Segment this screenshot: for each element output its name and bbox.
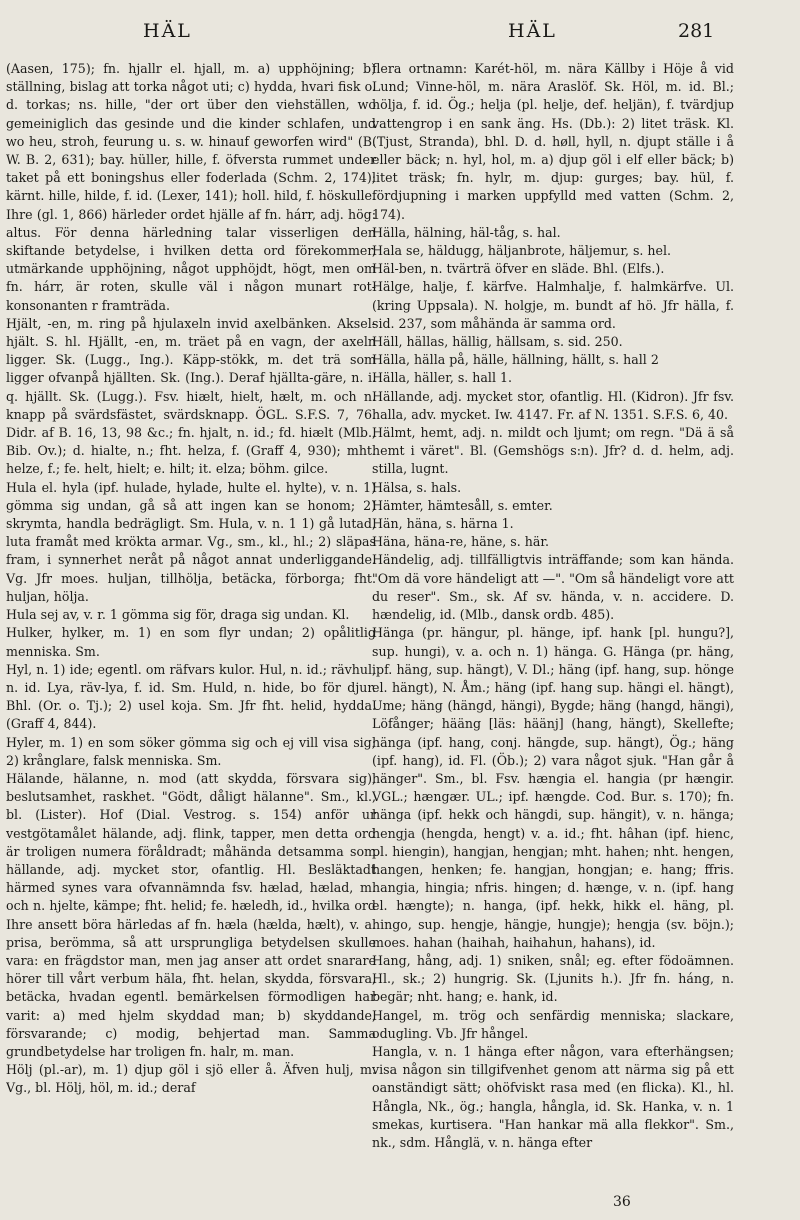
- right-running-headword: HÄL: [508, 20, 557, 42]
- entry-hangel: Hangel, m. trög och senfärdig menniska; slackare, odugling. Vb. Jfr hångel.: [372, 1007, 734, 1041]
- entry-holj-continued: flera ortnamn: Karét-höl, m. nära Källby i Höje å vid Lund; Vinne-höl, m. nära Araslöf. Sk. Höl, m. id. Bl.; hölja, f. id. Ög.; helja (pl. helje, def. heljän), f. tvärdjup vattengrop i en sank äng. Hs. (Db.): 2) litet träsk. Kl. (Tjust, Stranda), bhl. D. d. høll, hyll, n. djupt ställe i å eller bäck; n. hyl, hol, m. a) djup göl i elf eller bäck; b) litet träsk; fn. hylr, m. djup: gurges; bay. hül, f. fördjupning i marken uppfylld med vatten (Schm. 2, 174).: [372, 61, 734, 222]
- entry-hangla: Hangla, v. n. 1 hänga efter någon, vara efterhängsen; visa någon sin tillgifvenhet genom att närma sig på ett oanständigt sätt; ohöfviskt rasa med (en flicka). Kl., hl. Hångla, Nk., ög.; hangla, hångla, id. Sk. Hanka, v. n. 1 smekas, kurtisera. "Han hankar mä alla flekkor". Sm., nk., sdm. Hånglä, v. n. hänga efter: [372, 1043, 734, 1150]
- signature-mark: 36: [613, 1194, 631, 1210]
- entry-hallande: Hällande, adj. mycket stor, ofantlig. Hl. (Kidron). Jfr fsv. halla, adv. mycket. Iw. 4147. Fr. af N. 1351. S.F.S. 6, 40.: [372, 388, 734, 422]
- entry-hula-sej-av: Hula sej av, v. r. 1 gömma sig för, draga sig undan. Kl.: [6, 607, 350, 623]
- entry-hyler: Hyler, m. 1) en som söker gömma sig och ej vill visa sig; 2) krånglare, falsk menniska. Sm.: [6, 734, 376, 768]
- entry-hala-se: Hala se, häldugg, häljanbrote, häljemur, s. hel.: [372, 243, 672, 259]
- entry-hanga: Hänga (pr. hängur, pl. hänge, ipf. hank [pl. hungu?], sup. hungi), v. a. och n. 1) hänga. G. Hänga (pr. häng, ipf. häng, sup. hängt), V. Dl.; häng (ipf. hang, sup. hönge el. hängt), N. Åm.; häng (ipf. hang sup. hängi el. hängt), Ume; häng (hängd, hängi), Bygde; häng (hangd, hängi), Löfånger; hääng [läs: häänj] (hang, hängt), Skellefte; hänga (ipf. hang, conj. hängde, sup. hängt), Ög.; häng (ipf. hang), id. Fl. (Öb.); 2) vara något sjuk. "Han går å hänger". Sm., bl. Fsv. hængia el. hangia (pr hængir. VGL.; hængær. UL.; ipf. hængde. Cod. Bur. s. 170); fn. hänga (ipf. hekk och hängdi, sup. hängit), v. n. hänga; hengja (hengda, hengt) v. a. id.; fht. hâhan (ipf. hienc, pl. hiengin), hangjan, hengjan; mht. hahen; nht. hengen, hangen, henken; fe. hangjan, hongjan; e. hang; ffris. hangia, hingia; nfris. hingen; d. hænge, v. n. (ipf. hang el. hængte); n. hanga, (ipf. hekk, hikk el. häng, pl. hingo, sup. hengje, hängje, hungje); hengja (sv. böjn.); moes. hahan (haihah, haihahun, hahans), id.: [372, 625, 734, 950]
- entry-hulker: Hulker, hylker, m. 1) en som flyr undan; 2) opålitlig menniska. Sm.: [6, 625, 376, 659]
- entry-halande: Hälande, hälanne, n. mod (att skydda, försvara sig), beslutsamhet, raskhet. "Gödt, dåligt hälanne". Sm., kl., bl. (Lister). Hof (Dial. Vestrog. s. 154) anför ur vestgötamålet hälande, adj. flink, tapper, men detta ord är troligen numera föråldradt; måhända detsamma som hällande, adj. mycket stor, ofantlig. Hl. Besläktadt härmed synes vara ofvannämnda fsv. hælad, hælad, m. och n. hjelte, kämpe; fht. helid; fe. hæledh, id., hvilka ord Ihre ansett böra härledas af fn. hæla (hælda, hælt), v. a. prisa, berömma, så att ursprungliga betydelsen skulle vara: en frägdstor man, men jag anser att ordet snarare hörer till vårt verbum häla, fht. helan, skydda, försvara, betäcka, hvadan egentl. bemärkelsen förmodligen har varit: a) med hjelm skyddad man; b) skyddande, försvarande; c) modig, behjertad man. Samma grundbetydelse har troligen fn. halr, m. man.: [6, 770, 376, 1059]
- entry-hjall-continued: (Aasen, 175); fn. hjallr el. hjall, m. a) upphöjning; b) ställning, bislag att torka något uti; c) hydda, hvari fisk o. d. torkas; ns. hille, "der ort über den viehställen, wo gemeiniglich das gesinde und die kinder schlafen, und wo heu, stroh, feurung u. s. w. hinauf geworfen wird" (B. W. B. 2, 631); bay. hüller, hille, f. öfversta rummet under taket på ett boningshus eller foderlada (Schm. 2, 174); kärnt. hille, hilde, f. id. (Lexer, 141); holl. hild, f. höskulle. Ihre (gl. 1, 866) härleder ordet hjälle af fn. hárr, adj. hög: altus. För denna härledning talar visserligen den skiftande betydelse, i hvilken detta ord förekommer, utmärkande upphöjning, något upphöjdt, högt, men om fn. hárr, är roten, skulle väl i någon munart rot-konsonanten r framträda.: [6, 61, 376, 313]
- entry-holj: Hölj (pl.-ar), m. 1) djup göl i sjö eller å. Äfven hulj, m. Vg., bl. Hölj, höl, m. id.; deraf: [6, 1062, 376, 1096]
- entry-hana: Häna, häna-re, häne, s. här.: [372, 534, 550, 550]
- entry-hjalt: Hjält, -en, m. ring på hjulaxeln invid axelbänken. Aksel-hjält. S. hl. Hjällt, -en, m. träet på en vagn, der axeln ligger. Sk. (Lugg., Ing.). Käpp-stökk, m. det trä som ligger ofvanpå hjällten. Sk. (Ing.). Deraf hjällta-gäre, n. i. q. hjällt. Sk. (Lugg.). Fsv. hiælt, hielt, hælt, m. och n. knapp på svärdsfästet, svärdsknapp. ÖGL. S.F.S. 7, 76. Didr. af B. 16, 13, 98 &c.; fn. hjalt, n. id.; fd. hiælt (Mlb., Bib. Ov.); d. hialte, n.; fht. helza, f. (Graff 4, 930); mht. helze, f.; fe. helt, hielt; e. hilt; it. elza; böhm. gilce.: [6, 315, 376, 477]
- entry-hang: Hang, hång, adj. 1) sniken, snål; eg. efter födoämnen. Hl., sk.; 2) hungrig. Sk. (Ljunits h.). Jfr fn. háng, n. begär; nht. hang; e. hank, id.: [372, 952, 734, 1005]
- page-header: [0, 20, 800, 50]
- entry-hall: Häll, hällas, hällig, hällsam, s. sid. 250.: [372, 334, 623, 350]
- entry-hula: Hula el. hyla (ipf. hulade, hylade, hulte el. hylte), v. n. 1) gömma sig undan, gå så att ingen kan se honom; 2) skrymta, handla bedrägligt. Sm. Hula, v. n. 1 1) gå lutad, luta framåt med krökta armar. Vg., sm., kl., hl.; 2) släpas fram, i synnerhet neråt på något annat underliggande. Vg. Jfr moes. huljan, tillhölja, betäcka, förborga; fht. huljan, hölja.: [6, 479, 376, 604]
- entry-halmt: Hälmt, hemt, adj. n. mildt och ljumt; om regn. "Dä ä så hemt i väret". Bl. (Gemshögs s:n). Jfr? d. d. helm, adj. stilla, lugnt.: [372, 425, 734, 477]
- left-running-headword: HÄL: [143, 20, 192, 42]
- page-number: 281: [678, 20, 715, 42]
- entry-hamter: Hämter, hämtesåll, s. emter.: [372, 497, 553, 513]
- entry-halla-1: Hälla, häller, s. hall 1.: [372, 370, 512, 386]
- entry-hyl: Hyl, n. 1) ide; egentl. om räfvars kulor. Hul, n. id.; rävhul, n. id. Lya, räv-lya, f. id. Sm. Huld, n. hide, bo för djur. Bhl. (Or. o. Tj.); 2) usel koja. Sm. Jfr fht. helid, hydda. (Graff 4, 844).: [6, 661, 376, 732]
- entry-hal-ben: Häl-ben, n. tvärträ öfver en släde. Bhl. (Elfs.).: [372, 261, 665, 277]
- entry-han: Hän, häna, s. härna 1.: [372, 516, 514, 532]
- entry-halge: Hälge, halje, f. kärfve. Halmhalje, f. halmkärfve. Ul. (kring Uppsala). N. holgje, m. bundt af hö. Jfr hälla, f. sid. 237, som måhända är samma ord.: [372, 279, 734, 331]
- entry-halla-2: Hälla, hälla på, hälle, hällning, hällt, s. hall 2: [372, 352, 659, 368]
- entry-handelig: Händelig, adj. tillfälligtvis inträffande; som kan hända. "Om dä vore händeligt att —". "Om så händeligt vore att du reser". Sm., sk. Af sv. hända, v. n. accidere. D. hændelig, id. (Mlb., dansk ordb. 485).: [372, 552, 734, 623]
- entry-halla-cross-ref: Hälla, hälning, häl-tåg, s. hal.: [372, 224, 561, 240]
- left-column: [6, 60, 376, 1190]
- entry-halsa: Hälsa, s. hals.: [372, 479, 462, 495]
- right-column: [372, 60, 734, 1190]
